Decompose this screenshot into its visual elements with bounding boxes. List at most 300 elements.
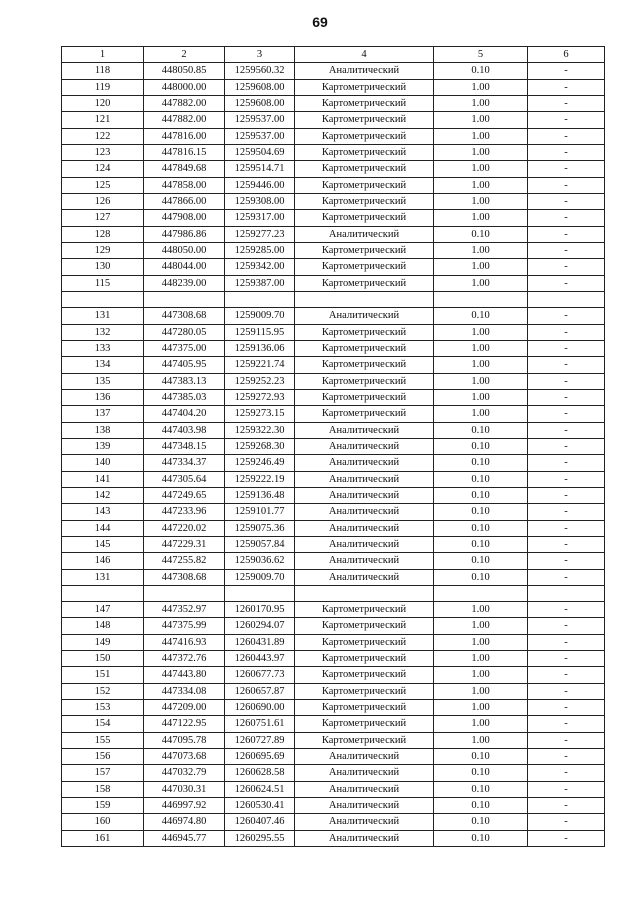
table-cell: Аналитический <box>295 504 434 520</box>
table-cell: 447986.86 <box>144 226 225 242</box>
table-cell: 0.10 <box>434 830 528 846</box>
table-cell: 1259537.00 <box>225 128 295 144</box>
table-cell: 447404.20 <box>144 406 225 422</box>
table-cell: 448050.85 <box>144 63 225 79</box>
column-header: 3 <box>225 47 295 63</box>
table-cell: 0.10 <box>434 569 528 585</box>
table-row <box>62 634 605 650</box>
table-cell: Картометрический <box>295 128 434 144</box>
table-cell: 1260628.58 <box>225 765 295 781</box>
table-row <box>62 569 605 585</box>
table-cell: 154 <box>62 716 144 732</box>
table-row <box>62 193 605 209</box>
table-cell: 447372.76 <box>144 651 225 667</box>
table-row <box>62 112 605 128</box>
table-cell: 447122.95 <box>144 716 225 732</box>
table-row <box>62 504 605 520</box>
table-cell: 1260431.89 <box>225 634 295 650</box>
column-header: 5 <box>434 47 528 63</box>
table-cell: 447352.97 <box>144 602 225 618</box>
table-cell: 1259608.00 <box>225 95 295 111</box>
table-cell: 1259101.77 <box>225 504 295 520</box>
table-cell: 1260530.41 <box>225 798 295 814</box>
table-cell: - <box>528 651 605 667</box>
table-cell: Картометрический <box>295 95 434 111</box>
table-cell: Аналитический <box>295 814 434 830</box>
table-cell: 1259560.32 <box>225 63 295 79</box>
table-cell <box>295 291 434 307</box>
table-cell: 1.00 <box>434 79 528 95</box>
table-cell: 147 <box>62 602 144 618</box>
table-header-row <box>62 47 605 63</box>
table-cell <box>434 585 528 601</box>
table-cell: 132 <box>62 324 144 340</box>
table-cell: 446974.80 <box>144 814 225 830</box>
table-cell: 1259222.19 <box>225 471 295 487</box>
table-cell: Картометрический <box>295 161 434 177</box>
table-cell: - <box>528 210 605 226</box>
table-row <box>62 798 605 814</box>
table-cell <box>528 585 605 601</box>
table-cell: 1259308.00 <box>225 193 295 209</box>
table-row <box>62 700 605 716</box>
table-cell: 447416.93 <box>144 634 225 650</box>
table-row <box>62 373 605 389</box>
table-cell: 0.10 <box>434 471 528 487</box>
table-cell: 0.10 <box>434 455 528 471</box>
table-cell: 159 <box>62 798 144 814</box>
table-cell: - <box>528 373 605 389</box>
table-cell: 447305.64 <box>144 471 225 487</box>
table-cell: Аналитический <box>295 520 434 536</box>
table-cell: Аналитический <box>295 536 434 552</box>
table-row <box>62 128 605 144</box>
table-cell <box>144 585 225 601</box>
table-cell: 1.00 <box>434 357 528 373</box>
table-cell: 1259009.70 <box>225 569 295 585</box>
table-row <box>62 406 605 422</box>
table-cell: 447882.00 <box>144 112 225 128</box>
table-cell: 126 <box>62 193 144 209</box>
table-row <box>62 357 605 373</box>
table-cell: Картометрический <box>295 177 434 193</box>
table-cell: 447882.00 <box>144 95 225 111</box>
table-row <box>62 177 605 193</box>
table-cell: Аналитический <box>295 553 434 569</box>
table-cell: Аналитический <box>295 765 434 781</box>
table-cell: 1260295.55 <box>225 830 295 846</box>
table-cell: Аналитический <box>295 438 434 454</box>
table-cell: 447816.15 <box>144 144 225 160</box>
table-row <box>62 471 605 487</box>
table-cell: Картометрический <box>295 112 434 128</box>
table-cell: 1.00 <box>434 259 528 275</box>
table-cell: 0.10 <box>434 520 528 536</box>
table-cell: - <box>528 700 605 716</box>
table-cell: Картометрический <box>295 324 434 340</box>
table-row <box>62 667 605 683</box>
table-cell: 0.10 <box>434 781 528 797</box>
table-cell: Картометрический <box>295 602 434 618</box>
table-row <box>62 553 605 569</box>
table-cell: 0.10 <box>434 422 528 438</box>
table-cell: - <box>528 144 605 160</box>
table-row <box>62 814 605 830</box>
table-cell: 1.00 <box>434 112 528 128</box>
table-row <box>62 651 605 667</box>
table-cell: Картометрический <box>295 193 434 209</box>
table-row <box>62 765 605 781</box>
table-cell: 0.10 <box>434 553 528 569</box>
table-cell: 1259504.69 <box>225 144 295 160</box>
table-cell: - <box>528 667 605 683</box>
column-header: 2 <box>144 47 225 63</box>
table-cell: 127 <box>62 210 144 226</box>
table-cell: Аналитический <box>295 226 434 242</box>
table-row <box>62 683 605 699</box>
table-cell: 135 <box>62 373 144 389</box>
table-cell: 1259514.71 <box>225 161 295 177</box>
table-cell: 447334.08 <box>144 683 225 699</box>
table-cell: 1260294.07 <box>225 618 295 634</box>
table-cell <box>295 585 434 601</box>
table-row <box>62 242 605 258</box>
table-cell: 1.00 <box>434 242 528 258</box>
table-cell: 447308.68 <box>144 569 225 585</box>
table-cell: 1.00 <box>434 667 528 683</box>
table-cell: 1259342.00 <box>225 259 295 275</box>
table-cell: 1260690.00 <box>225 700 295 716</box>
table-cell: 160 <box>62 814 144 830</box>
table-row <box>62 161 605 177</box>
table-cell: Картометрический <box>295 144 434 160</box>
table-cell: 1259009.70 <box>225 308 295 324</box>
table-cell: 447858.00 <box>144 177 225 193</box>
table-cell: 121 <box>62 112 144 128</box>
table-cell: 1259608.00 <box>225 79 295 95</box>
table-cell: - <box>528 602 605 618</box>
table-cell: - <box>528 161 605 177</box>
table-cell: Аналитический <box>295 798 434 814</box>
table-cell: 129 <box>62 242 144 258</box>
table-cell: 447443.80 <box>144 667 225 683</box>
table-cell: 1259285.00 <box>225 242 295 258</box>
table-cell: 1260170.95 <box>225 602 295 618</box>
table-cell: 148 <box>62 618 144 634</box>
table-row <box>62 585 605 601</box>
table-cell: 1259057.84 <box>225 536 295 552</box>
table-cell: 1.00 <box>434 406 528 422</box>
table-cell: 1259246.49 <box>225 455 295 471</box>
table-cell: 1.00 <box>434 210 528 226</box>
table-cell: 119 <box>62 79 144 95</box>
table-cell: 115 <box>62 275 144 291</box>
table-cell: 1.00 <box>434 651 528 667</box>
table-cell: Аналитический <box>295 308 434 324</box>
table-cell: 447849.68 <box>144 161 225 177</box>
table-cell: - <box>528 487 605 503</box>
table-cell: 130 <box>62 259 144 275</box>
table-row <box>62 259 605 275</box>
table-cell: 1260657.87 <box>225 683 295 699</box>
table-cell: 133 <box>62 340 144 356</box>
table-row <box>62 308 605 324</box>
table-cell: 447280.05 <box>144 324 225 340</box>
table-cell: 134 <box>62 357 144 373</box>
table-cell: 1260677.73 <box>225 667 295 683</box>
table-row <box>62 487 605 503</box>
table-cell: 1259136.06 <box>225 340 295 356</box>
table-cell: 151 <box>62 667 144 683</box>
table-cell: Картометрический <box>295 732 434 748</box>
column-header: 1 <box>62 47 144 63</box>
table-cell: Аналитический <box>295 455 434 471</box>
table-cell: - <box>528 275 605 291</box>
table-row <box>62 95 605 111</box>
table-cell: - <box>528 569 605 585</box>
table-cell: 128 <box>62 226 144 242</box>
table-cell: 1.00 <box>434 700 528 716</box>
table-cell: 1260751.61 <box>225 716 295 732</box>
table-cell: - <box>528 455 605 471</box>
table-cell: - <box>528 830 605 846</box>
table-cell: - <box>528 63 605 79</box>
table-cell: 447229.31 <box>144 536 225 552</box>
table-cell: - <box>528 242 605 258</box>
table-cell: Картометрический <box>295 683 434 699</box>
column-header: 4 <box>295 47 434 63</box>
table-cell: 140 <box>62 455 144 471</box>
table-cell: Картометрический <box>295 340 434 356</box>
table-cell: Картометрический <box>295 242 434 258</box>
table-cell: Картометрический <box>295 651 434 667</box>
table-cell: - <box>528 389 605 405</box>
table-cell <box>62 291 144 307</box>
table-cell: 447816.00 <box>144 128 225 144</box>
table-row <box>62 275 605 291</box>
table-cell: 0.10 <box>434 536 528 552</box>
table-row <box>62 144 605 160</box>
table-cell: 448044.00 <box>144 259 225 275</box>
table-row <box>62 618 605 634</box>
table-cell: 139 <box>62 438 144 454</box>
table-cell: 118 <box>62 63 144 79</box>
table-cell: 447209.00 <box>144 700 225 716</box>
table-cell: - <box>528 520 605 536</box>
table-cell: 446997.92 <box>144 798 225 814</box>
table-cell: Картометрический <box>295 357 434 373</box>
table-cell: 0.10 <box>434 504 528 520</box>
table-cell: 0.10 <box>434 308 528 324</box>
table-cell: 123 <box>62 144 144 160</box>
table-cell: - <box>528 471 605 487</box>
table-row <box>62 520 605 536</box>
table-cell: 1259036.62 <box>225 553 295 569</box>
table-row <box>62 226 605 242</box>
table-cell: Аналитический <box>295 487 434 503</box>
table-cell: Картометрический <box>295 667 434 683</box>
table-cell: 1259317.00 <box>225 210 295 226</box>
table-cell: - <box>528 553 605 569</box>
table-body <box>62 63 605 847</box>
table-row <box>62 291 605 307</box>
table-cell: 1259277.23 <box>225 226 295 242</box>
table-cell: - <box>528 406 605 422</box>
table-cell: 447095.78 <box>144 732 225 748</box>
table-row <box>62 781 605 797</box>
table-row <box>62 340 605 356</box>
page-number: 69 <box>312 14 328 30</box>
table-cell: 142 <box>62 487 144 503</box>
table-cell: 447220.02 <box>144 520 225 536</box>
table-cell: 1.00 <box>434 732 528 748</box>
table-cell <box>144 291 225 307</box>
table-cell: 447405.95 <box>144 357 225 373</box>
table-cell: 156 <box>62 749 144 765</box>
table-cell: 1259268.30 <box>225 438 295 454</box>
table-cell: 447383.13 <box>144 373 225 389</box>
table-cell: 0.10 <box>434 765 528 781</box>
table-row <box>62 438 605 454</box>
table-cell: 0.10 <box>434 63 528 79</box>
table-cell: 448050.00 <box>144 242 225 258</box>
table-cell: 1.00 <box>434 618 528 634</box>
table-cell: - <box>528 798 605 814</box>
table-cell: 137 <box>62 406 144 422</box>
table-cell: 447403.98 <box>144 422 225 438</box>
table-row <box>62 63 605 79</box>
table-cell: 1.00 <box>434 95 528 111</box>
table-cell: 0.10 <box>434 226 528 242</box>
table-cell: 448000.00 <box>144 79 225 95</box>
table-cell: 158 <box>62 781 144 797</box>
table-row <box>62 716 605 732</box>
table-cell: Аналитический <box>295 749 434 765</box>
table-cell: 1.00 <box>434 144 528 160</box>
table-cell: Аналитический <box>295 781 434 797</box>
table-cell <box>225 585 295 601</box>
table-cell: - <box>528 193 605 209</box>
table-cell: 1260695.69 <box>225 749 295 765</box>
table-cell: - <box>528 781 605 797</box>
table-cell: 1.00 <box>434 634 528 650</box>
table-cell: 1259075.36 <box>225 520 295 536</box>
table-cell: 1.00 <box>434 340 528 356</box>
table-cell: 124 <box>62 161 144 177</box>
table-cell: 120 <box>62 95 144 111</box>
table-cell: 143 <box>62 504 144 520</box>
table-cell: 447385.03 <box>144 389 225 405</box>
table-row <box>62 830 605 846</box>
table-cell: - <box>528 422 605 438</box>
table-cell: 0.10 <box>434 438 528 454</box>
table-cell: - <box>528 814 605 830</box>
table-cell: - <box>528 128 605 144</box>
table-row <box>62 389 605 405</box>
table-cell: 153 <box>62 700 144 716</box>
table-cell: - <box>528 504 605 520</box>
table-cell: 138 <box>62 422 144 438</box>
table-cell: 1.00 <box>434 389 528 405</box>
table-cell <box>62 585 144 601</box>
table-cell: Аналитический <box>295 830 434 846</box>
table-cell: 141 <box>62 471 144 487</box>
table-row <box>62 536 605 552</box>
table-cell: - <box>528 324 605 340</box>
table-cell: 447030.31 <box>144 781 225 797</box>
table-row <box>62 422 605 438</box>
table-cell: 447866.00 <box>144 193 225 209</box>
table-cell: 447334.37 <box>144 455 225 471</box>
table-cell: 1259115.95 <box>225 324 295 340</box>
column-header: 6 <box>528 47 605 63</box>
table-cell: 447073.68 <box>144 749 225 765</box>
coordinates-table <box>61 46 605 847</box>
table-cell: 1.00 <box>434 193 528 209</box>
table-cell: 447348.15 <box>144 438 225 454</box>
table-cell: 1.00 <box>434 324 528 340</box>
table-cell: Аналитический <box>295 569 434 585</box>
table-cell: 447375.00 <box>144 340 225 356</box>
table-cell: 131 <box>62 308 144 324</box>
table-cell: 1.00 <box>434 373 528 389</box>
table-cell: 122 <box>62 128 144 144</box>
table-cell: - <box>528 79 605 95</box>
table-cell: 1.00 <box>434 716 528 732</box>
table-cell: Аналитический <box>295 422 434 438</box>
table-cell: 1.00 <box>434 683 528 699</box>
table-row <box>62 602 605 618</box>
table-cell: 447375.99 <box>144 618 225 634</box>
table-cell: 1259273.15 <box>225 406 295 422</box>
table-cell: Картометрический <box>295 275 434 291</box>
table-cell: 150 <box>62 651 144 667</box>
table-cell: - <box>528 95 605 111</box>
table-cell: - <box>528 683 605 699</box>
table-row <box>62 210 605 226</box>
table-cell: 146 <box>62 553 144 569</box>
table-cell: 447308.68 <box>144 308 225 324</box>
table-cell: 145 <box>62 536 144 552</box>
table-cell: - <box>528 259 605 275</box>
table-cell: - <box>528 765 605 781</box>
table-cell: 1259537.00 <box>225 112 295 128</box>
table-cell <box>528 291 605 307</box>
table-cell: 1.00 <box>434 128 528 144</box>
table-cell: 447032.79 <box>144 765 225 781</box>
table-cell: 144 <box>62 520 144 536</box>
table-cell: Картометрический <box>295 716 434 732</box>
table-cell: 1260727.89 <box>225 732 295 748</box>
table-row <box>62 324 605 340</box>
table-cell <box>225 291 295 307</box>
table-cell: 1260624.51 <box>225 781 295 797</box>
table-cell: 161 <box>62 830 144 846</box>
table-cell: Картометрический <box>295 210 434 226</box>
table-cell: 155 <box>62 732 144 748</box>
table-cell: 1259322.30 <box>225 422 295 438</box>
table-cell: 149 <box>62 634 144 650</box>
table-cell: - <box>528 618 605 634</box>
table-cell: Картометрический <box>295 700 434 716</box>
table-cell: 157 <box>62 765 144 781</box>
table-cell: 1.00 <box>434 602 528 618</box>
table-cell: 0.10 <box>434 814 528 830</box>
table-cell: 1260407.46 <box>225 814 295 830</box>
table-cell: 448239.00 <box>144 275 225 291</box>
table-cell: - <box>528 536 605 552</box>
table-cell: - <box>528 357 605 373</box>
